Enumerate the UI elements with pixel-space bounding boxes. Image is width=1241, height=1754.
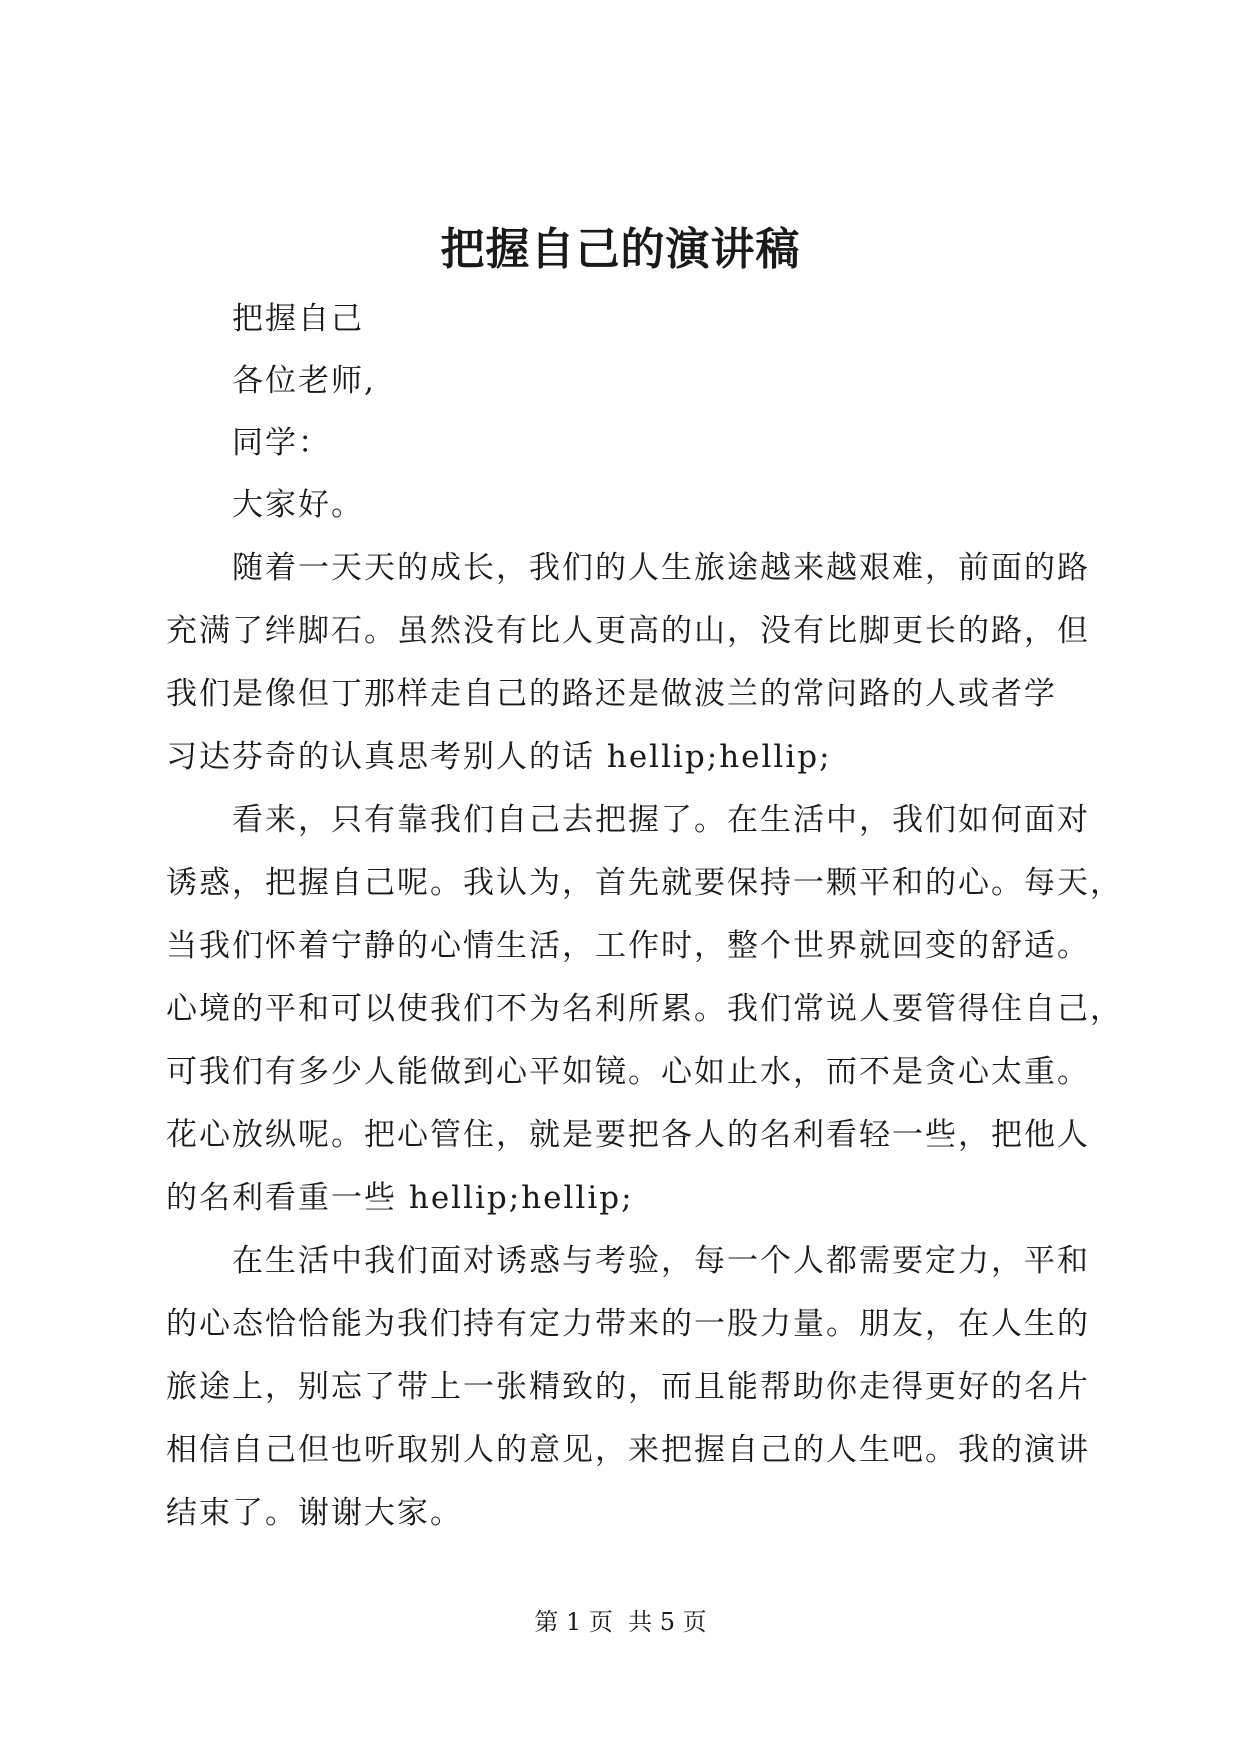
- paragraph-2-line: 诱惑，把握自己呢。我认为，首先就要保持一颗平和的心。每天，: [166, 865, 1123, 901]
- paragraph-2-line: 当我们怀着宁静的心情生活，工作时，整个世界就回变的舒适。: [166, 928, 1090, 964]
- paragraph-1-line: 习达芬奇的认真思考别人的话 hellip;hellip;: [166, 739, 832, 775]
- paragraph-2-line: 的名利看重一些 hellip;hellip;: [166, 1180, 634, 1216]
- paragraph-3-line: 相信自己但也听取别人的意见，来把握自己的人生吧。我的演讲: [166, 1432, 1090, 1468]
- page-footer: 第 1 页 共 5 页: [534, 1608, 707, 1636]
- salutation-line: 各位老师,: [232, 363, 376, 399]
- paragraph-2-line: 看来，只有靠我们自己去把握了。在生活中，我们如何面对: [232, 802, 1090, 838]
- greeting-line: 大家好。: [232, 487, 364, 523]
- document-title: 把握自己的演讲稿: [440, 224, 801, 275]
- paragraph-3-line: 在生活中我们面对诱惑与考验，每一个人都需要定力，平和: [232, 1243, 1090, 1279]
- paragraph-2-line: 可我们有多少人能做到心平如镜。心如止水，而不是贪心太重。: [166, 1054, 1090, 1090]
- salutation-line: 同学：: [232, 425, 331, 461]
- paragraph-1-line: 充满了绊脚石。虽然没有比人更高的山，没有比脚更长的路，但: [166, 613, 1090, 649]
- paragraph-3-line: 的心态恰恰能为我们持有定力带来的一股力量。朋友，在人生的: [166, 1306, 1090, 1342]
- heading-line: 把握自己: [232, 301, 364, 337]
- paragraph-3-line: 结束了。谢谢大家。: [166, 1495, 463, 1531]
- paragraph-2-line: 花心放纵呢。把心管住，就是要把各人的名利看轻一些，把他人: [166, 1117, 1090, 1153]
- paragraph-2-line: 心境的平和可以使我们不为名利所累。我们常说人要管得住自己，: [166, 991, 1123, 1027]
- paragraph-1-line: 随着一天天的成长，我们的人生旅途越来越艰难，前面的路: [232, 550, 1090, 586]
- paragraph-1-line: 我们是像但丁那样走自己的路还是做波兰的常问路的人或者学: [166, 676, 1057, 712]
- paragraph-3-line: 旅途上，别忘了带上一张精致的，而且能帮助你走得更好的名片: [166, 1369, 1090, 1405]
